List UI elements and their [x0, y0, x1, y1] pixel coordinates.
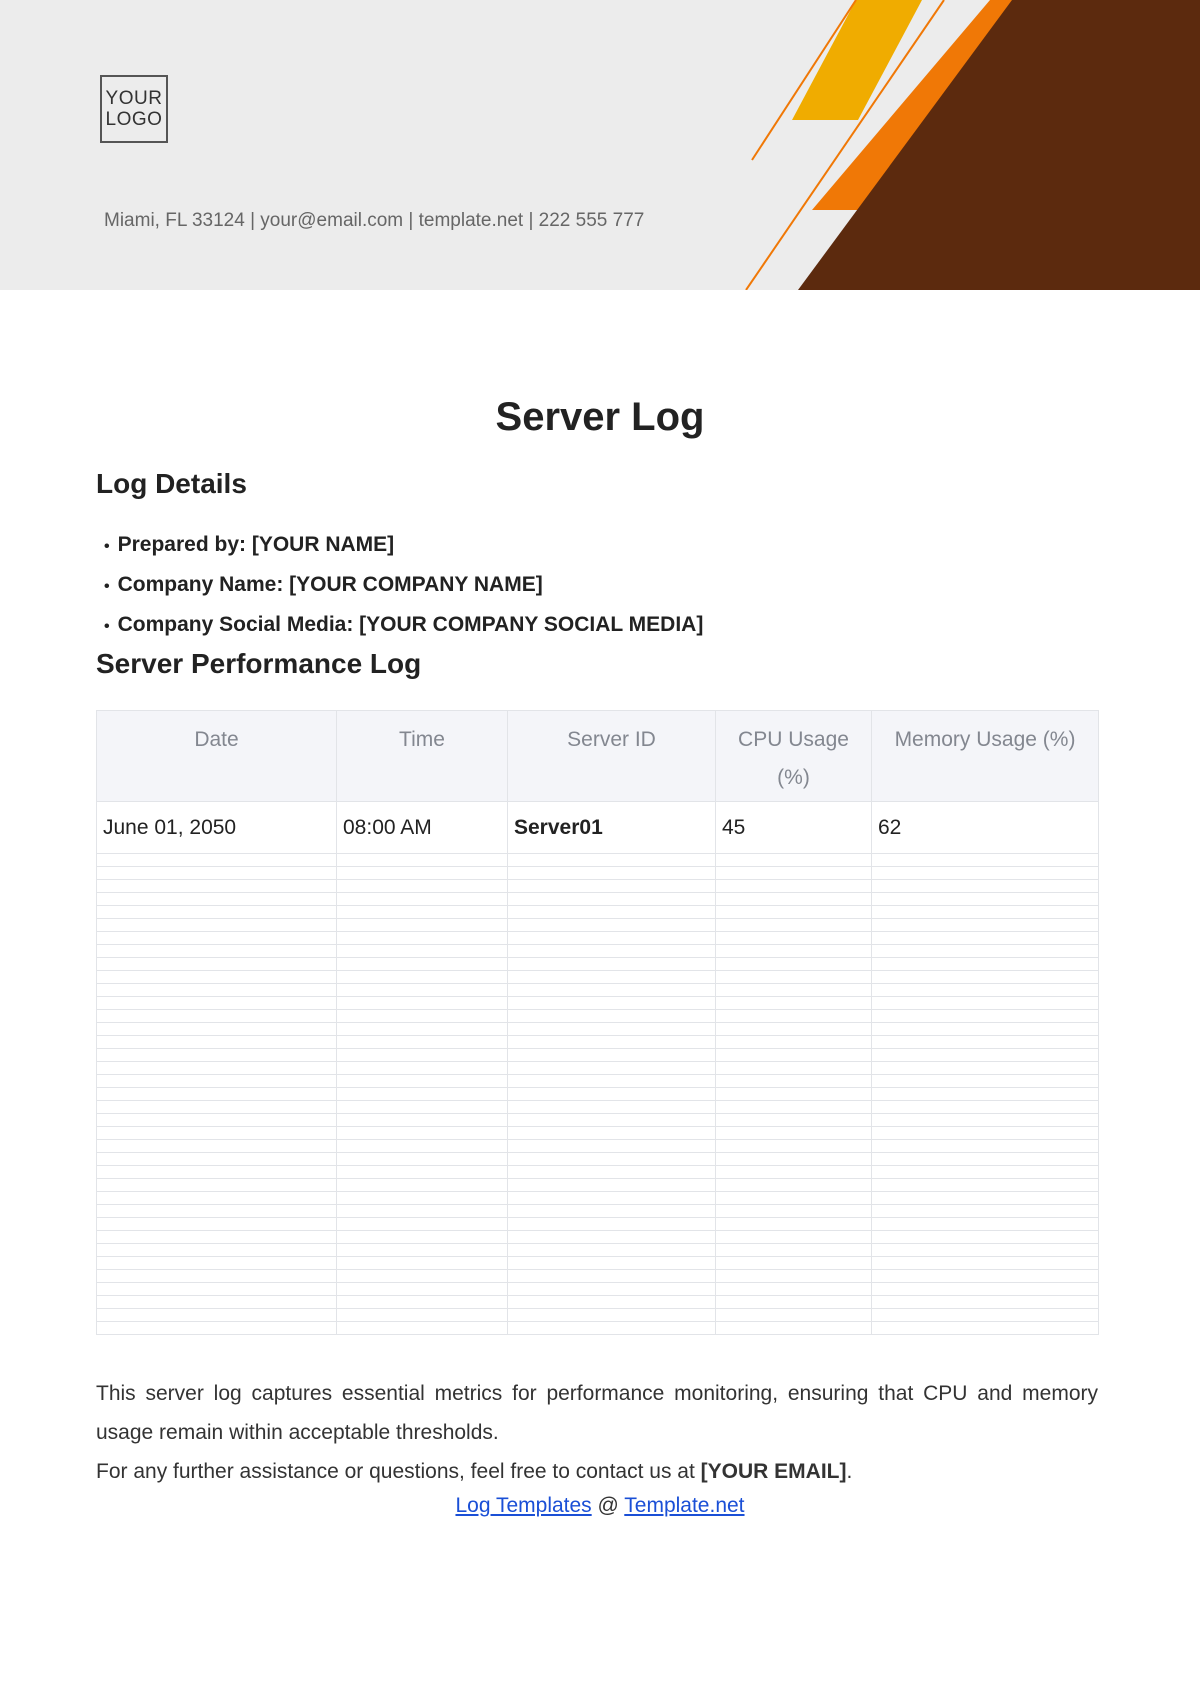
empty-table-row: [97, 1010, 1099, 1023]
empty-cell: [716, 880, 872, 893]
empty-cell: [872, 1101, 1099, 1114]
empty-cell: [337, 971, 508, 984]
empty-table-row: [97, 1244, 1099, 1257]
empty-table-row: [97, 854, 1099, 867]
empty-cell: [872, 1270, 1099, 1283]
empty-table-row: [97, 1127, 1099, 1140]
empty-cell: [337, 1036, 508, 1049]
empty-cell: [97, 984, 337, 997]
empty-table-row: [97, 1205, 1099, 1218]
empty-cell: [872, 1088, 1099, 1101]
empty-cell: [337, 1062, 508, 1075]
empty-cell: [97, 1140, 337, 1153]
empty-cell: [508, 1270, 716, 1283]
empty-table-row: [97, 984, 1099, 997]
contact-prefix: For any further assistance or questions, feel free to contact us at: [96, 1460, 701, 1483]
empty-cell: [716, 1036, 872, 1049]
empty-cell: [97, 1179, 337, 1192]
contact-email: [YOUR EMAIL]: [700, 1460, 847, 1483]
empty-cell: [716, 945, 872, 958]
empty-cell: [508, 958, 716, 971]
cell-time: 08:00 AM: [337, 802, 508, 854]
empty-cell: [716, 1192, 872, 1205]
empty-cell: [508, 1192, 716, 1205]
empty-cell: [508, 971, 716, 984]
empty-table-row: [97, 1179, 1099, 1192]
empty-table-row: [97, 1296, 1099, 1309]
company-logo: [100, 75, 168, 143]
empty-table-row: [97, 997, 1099, 1010]
empty-cell: [872, 1309, 1099, 1322]
empty-cell: [872, 1153, 1099, 1166]
empty-cell: [508, 997, 716, 1010]
empty-cell: [97, 1036, 337, 1049]
empty-cell: [872, 919, 1099, 932]
empty-cell: [337, 1088, 508, 1101]
empty-cell: [716, 867, 872, 880]
footer-links: [0, 1494, 1200, 1518]
column-header-date: Date: [97, 711, 337, 802]
empty-cell: [872, 1166, 1099, 1179]
empty-cell: [508, 932, 716, 945]
empty-cell: [872, 1062, 1099, 1075]
empty-cell: [872, 945, 1099, 958]
empty-cell: [97, 1296, 337, 1309]
empty-cell: [97, 945, 337, 958]
empty-cell: [508, 945, 716, 958]
empty-cell: [97, 867, 337, 880]
empty-cell: [337, 906, 508, 919]
empty-cell: [508, 1049, 716, 1062]
empty-cell: [337, 958, 508, 971]
empty-table-row: [97, 1023, 1099, 1036]
empty-cell: [337, 1075, 508, 1088]
empty-cell: [872, 867, 1099, 880]
empty-cell: [508, 1309, 716, 1322]
empty-cell: [97, 997, 337, 1010]
empty-table-row: [97, 932, 1099, 945]
empty-table-row: [97, 1192, 1099, 1205]
empty-cell: [97, 1127, 337, 1140]
empty-cell: [716, 1231, 872, 1244]
empty-cell: [337, 1296, 508, 1309]
empty-cell: [716, 1153, 872, 1166]
empty-cell: [337, 1114, 508, 1127]
contact-line: Miami, FL 33124 | your@email.com | template.net | 222 555 777: [104, 210, 645, 231]
empty-cell: [716, 1062, 872, 1075]
empty-cell: [337, 880, 508, 893]
empty-cell: [97, 1075, 337, 1088]
footer-separator: @: [591, 1494, 625, 1517]
empty-cell: [716, 893, 872, 906]
empty-cell: [337, 997, 508, 1010]
empty-cell: [872, 932, 1099, 945]
empty-cell: [97, 932, 337, 945]
empty-cell: [97, 958, 337, 971]
empty-cell: [508, 1114, 716, 1127]
empty-cell: [872, 1257, 1099, 1270]
empty-cell: [716, 1179, 872, 1192]
empty-cell: [337, 867, 508, 880]
empty-table-row: [97, 1231, 1099, 1244]
empty-cell: [872, 1140, 1099, 1153]
empty-cell: [508, 1153, 716, 1166]
column-header-time: Time: [337, 711, 508, 802]
empty-cell: [872, 1179, 1099, 1192]
empty-cell: [337, 1179, 508, 1192]
summary-paragraph: This server log captures essential metrics for performance monitoring, ensuring that CPU and memory usage remain within acceptable thresholds.: [96, 1382, 1098, 1444]
empty-cell: [716, 997, 872, 1010]
empty-cell: [508, 1140, 716, 1153]
empty-cell: [508, 854, 716, 867]
empty-cell: [716, 906, 872, 919]
empty-cell: [508, 1101, 716, 1114]
detail-company-name: • Company Name: [YOUR COMPANY NAME]: [104, 572, 703, 612]
empty-table-row: [97, 1257, 1099, 1270]
empty-cell: [716, 932, 872, 945]
empty-cell: [872, 1010, 1099, 1023]
empty-table-row: [97, 1309, 1099, 1322]
empty-cell: [97, 971, 337, 984]
empty-cell: [337, 919, 508, 932]
empty-cell: [872, 1049, 1099, 1062]
cell-memory-usage: 62: [872, 802, 1099, 854]
empty-cell: [872, 880, 1099, 893]
empty-cell: [872, 1205, 1099, 1218]
empty-cell: [97, 906, 337, 919]
empty-cell: [716, 1309, 872, 1322]
empty-table-row: [97, 880, 1099, 893]
empty-cell: [97, 1309, 337, 1322]
empty-cell: [337, 1322, 508, 1335]
empty-cell: [337, 1192, 508, 1205]
empty-table-row: [97, 919, 1099, 932]
empty-cell: [337, 1270, 508, 1283]
empty-cell: [716, 919, 872, 932]
detail-company-social: • Company Social Media: [YOUR COMPANY SOCIAL MEDIA]: [104, 612, 703, 652]
empty-cell: [97, 1088, 337, 1101]
empty-cell: [508, 1075, 716, 1088]
empty-cell: [508, 1062, 716, 1075]
empty-table-row: [97, 1270, 1099, 1283]
empty-table-row: [97, 1153, 1099, 1166]
empty-cell: [97, 880, 337, 893]
empty-cell: [97, 1231, 337, 1244]
cell-server-id: Server01: [508, 802, 716, 854]
empty-cell: [508, 1179, 716, 1192]
empty-cell: [508, 1088, 716, 1101]
empty-cell: [872, 984, 1099, 997]
empty-cell: [337, 854, 508, 867]
empty-cell: [872, 1114, 1099, 1127]
empty-cell: [716, 1322, 872, 1335]
empty-cell: [716, 1166, 872, 1179]
empty-table-row: [97, 945, 1099, 958]
empty-cell: [716, 984, 872, 997]
empty-cell: [716, 1296, 872, 1309]
empty-cell: [872, 893, 1099, 906]
empty-cell: [716, 1270, 872, 1283]
empty-cell: [97, 1205, 337, 1218]
logo-text-line2: LOGO: [105, 109, 163, 130]
empty-cell: [508, 1218, 716, 1231]
empty-cell: [716, 1257, 872, 1270]
empty-cell: [97, 1192, 337, 1205]
table-header-row: [97, 711, 1099, 802]
empty-cell: [716, 1088, 872, 1101]
empty-cell: [716, 1127, 872, 1140]
empty-cell: [508, 984, 716, 997]
empty-table-row: [97, 971, 1099, 984]
empty-table-row: [97, 1166, 1099, 1179]
empty-cell: [337, 1257, 508, 1270]
empty-cell: [508, 1036, 716, 1049]
empty-cell: [716, 1205, 872, 1218]
logo-text-line1: YOUR: [105, 88, 163, 109]
empty-table-row: [97, 1218, 1099, 1231]
empty-cell: [872, 1218, 1099, 1231]
empty-cell: [716, 1101, 872, 1114]
empty-cell: [508, 906, 716, 919]
empty-table-row: [97, 893, 1099, 906]
empty-cell: [872, 1023, 1099, 1036]
empty-cell: [872, 1127, 1099, 1140]
empty-cell: [97, 854, 337, 867]
cell-date: June 01, 2050: [97, 802, 337, 854]
header-decoration: [0, 0, 1200, 290]
empty-cell: [97, 1257, 337, 1270]
empty-table-row: [97, 1062, 1099, 1075]
empty-cell: [508, 1322, 716, 1335]
column-header-server-id: Server ID: [508, 711, 716, 802]
empty-cell: [716, 1049, 872, 1062]
empty-table-row: [97, 1283, 1099, 1296]
log-details-heading: Log Details: [96, 468, 247, 499]
empty-cell: [97, 1049, 337, 1062]
empty-cell: [872, 958, 1099, 971]
empty-cell: [97, 1218, 337, 1231]
empty-cell: [872, 1322, 1099, 1335]
empty-table-row: [97, 1322, 1099, 1335]
empty-cell: [337, 1309, 508, 1322]
empty-cell: [97, 1244, 337, 1257]
log-templates-link[interactable]: Log Templates: [455, 1494, 592, 1517]
empty-cell: [337, 932, 508, 945]
empty-cell: [97, 1166, 337, 1179]
empty-cell: [337, 1010, 508, 1023]
empty-cell: [872, 1192, 1099, 1205]
page-title: Server Log: [495, 395, 705, 439]
empty-cell: [872, 1036, 1099, 1049]
empty-cell: [508, 1023, 716, 1036]
performance-table: [96, 710, 1099, 1335]
empty-cell: [508, 1010, 716, 1023]
empty-cell: [872, 906, 1099, 919]
empty-cell: [337, 1244, 508, 1257]
empty-table-row: [97, 1088, 1099, 1101]
empty-cell: [337, 1023, 508, 1036]
empty-cell: [872, 1244, 1099, 1257]
empty-cell: [716, 1023, 872, 1036]
empty-cell: [872, 1296, 1099, 1309]
empty-table-row: [97, 1114, 1099, 1127]
empty-cell: [872, 997, 1099, 1010]
empty-cell: [337, 1049, 508, 1062]
empty-table-row: [97, 906, 1099, 919]
empty-cell: [337, 1101, 508, 1114]
empty-cell: [97, 1114, 337, 1127]
empty-cell: [97, 1270, 337, 1283]
empty-cell: [97, 1322, 337, 1335]
empty-cell: [337, 893, 508, 906]
detail-prepared-by: • Prepared by: [YOUR NAME]: [104, 532, 703, 572]
empty-cell: [337, 1218, 508, 1231]
empty-cell: [337, 1127, 508, 1140]
contact-suffix: .: [846, 1460, 853, 1483]
empty-cell: [872, 971, 1099, 984]
empty-cell: [508, 1231, 716, 1244]
empty-cell: [716, 1283, 872, 1296]
empty-cell: [337, 1153, 508, 1166]
header-band: [0, 0, 1200, 290]
column-header-memory-usage: Memory Usage (%): [872, 711, 1099, 802]
empty-table-row: [97, 1075, 1099, 1088]
table-row: [97, 802, 1099, 854]
empty-cell: [508, 893, 716, 906]
empty-cell: [716, 1140, 872, 1153]
cell-cpu-usage: 45: [716, 802, 872, 854]
empty-cell: [337, 1283, 508, 1296]
contact-paragraph: [96, 1452, 1098, 1491]
empty-table-row: [97, 1049, 1099, 1062]
column-header-cpu-usage: CPU Usage (%): [716, 711, 872, 802]
empty-table-row: [97, 1140, 1099, 1153]
empty-cell: [716, 1244, 872, 1257]
empty-cell: [337, 1166, 508, 1179]
empty-table-row: [97, 1036, 1099, 1049]
empty-cell: [97, 1023, 337, 1036]
empty-cell: [716, 1075, 872, 1088]
empty-cell: [97, 919, 337, 932]
empty-cell: [508, 1244, 716, 1257]
empty-cell: [716, 1114, 872, 1127]
empty-cell: [508, 1127, 716, 1140]
empty-cell: [97, 1283, 337, 1296]
empty-cell: [872, 1231, 1099, 1244]
empty-cell: [508, 1283, 716, 1296]
empty-cell: [872, 1283, 1099, 1296]
empty-cell: [508, 1166, 716, 1179]
empty-cell: [337, 984, 508, 997]
empty-cell: [337, 945, 508, 958]
empty-cell: [97, 1153, 337, 1166]
empty-cell: [716, 1010, 872, 1023]
empty-cell: [508, 880, 716, 893]
empty-cell: [508, 919, 716, 932]
template-net-link[interactable]: Template.net: [624, 1494, 745, 1517]
performance-heading: Server Performance Log: [96, 648, 422, 679]
empty-cell: [716, 971, 872, 984]
empty-cell: [97, 1101, 337, 1114]
empty-cell: [508, 1205, 716, 1218]
empty-cell: [716, 958, 872, 971]
empty-cell: [337, 1140, 508, 1153]
empty-cell: [872, 854, 1099, 867]
empty-cell: [337, 1231, 508, 1244]
empty-cell: [716, 1218, 872, 1231]
empty-cell: [508, 1257, 716, 1270]
empty-cell: [337, 1205, 508, 1218]
empty-table-row: [97, 867, 1099, 880]
empty-table-row: [97, 958, 1099, 971]
empty-table-row: [97, 1101, 1099, 1114]
empty-cell: [97, 893, 337, 906]
empty-cell: [97, 1062, 337, 1075]
empty-cell: [716, 854, 872, 867]
empty-cell: [508, 867, 716, 880]
empty-cell: [872, 1075, 1099, 1088]
log-details-list: [104, 532, 703, 652]
empty-cell: [508, 1296, 716, 1309]
empty-cell: [97, 1010, 337, 1023]
